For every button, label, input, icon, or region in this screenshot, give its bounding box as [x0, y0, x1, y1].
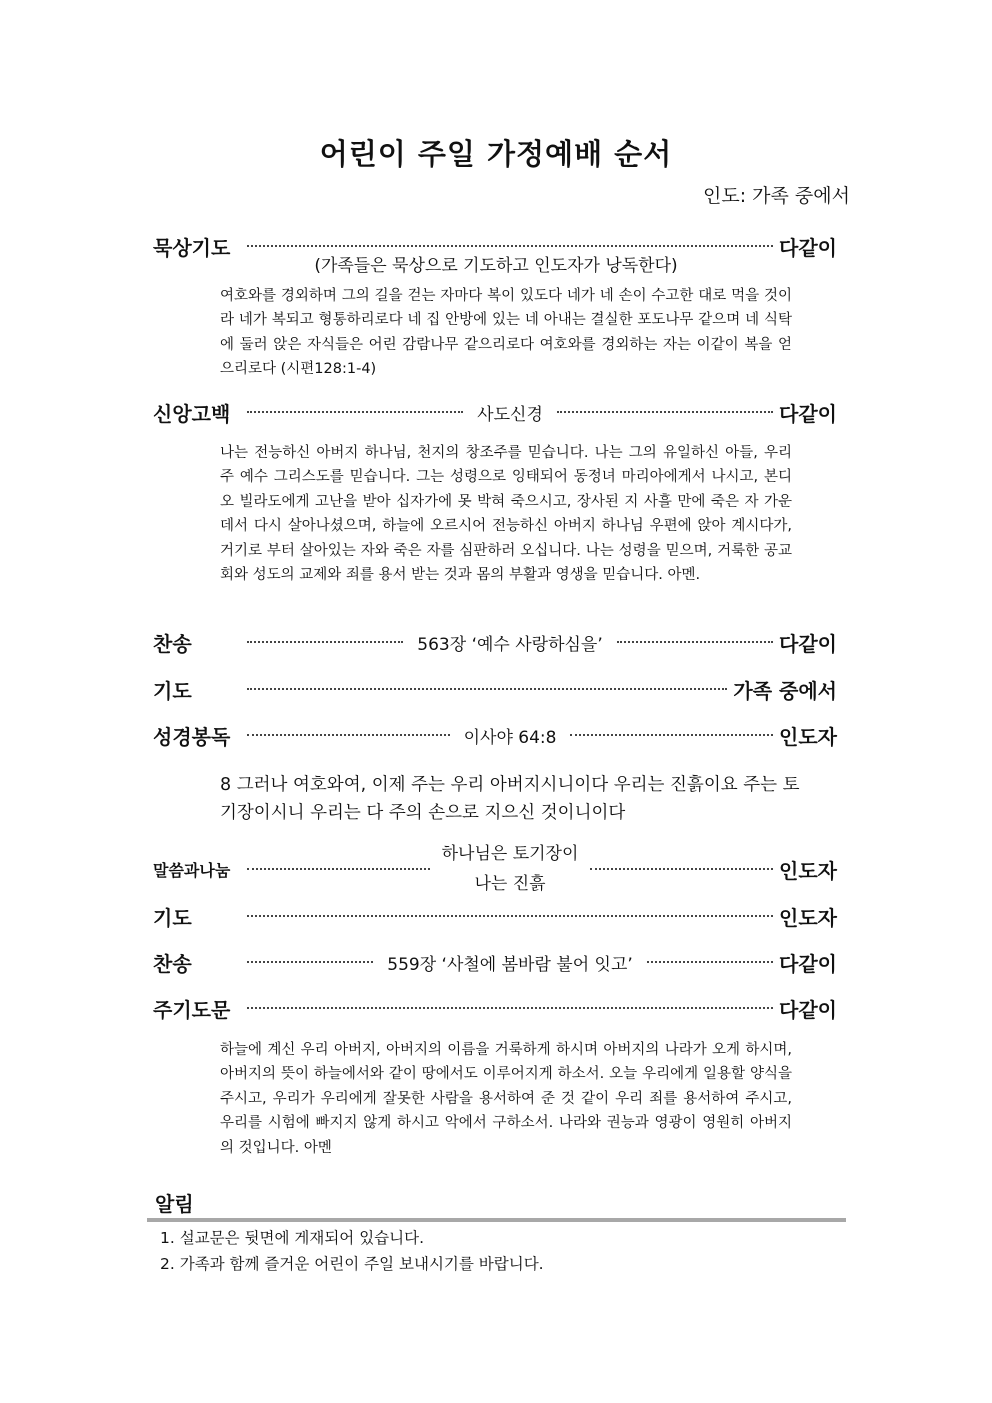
prayer2-row — [153, 899, 837, 933]
hymn2-who: 다같이 — [779, 951, 838, 976]
sermon-label: 말씀과나눔 — [153, 860, 231, 880]
reading-middle: 이사야 64:8 — [463, 727, 557, 748]
prayer1-row — [153, 672, 837, 706]
hymn1-middle: 563장 ‘예수 사랑하심을’ — [417, 634, 603, 655]
leader-dots — [590, 868, 773, 870]
reading-who: 인도자 — [779, 724, 838, 749]
leader-dots — [247, 868, 430, 870]
creed-who: 다같이 — [779, 401, 838, 426]
leader-dots — [617, 641, 773, 643]
lords-prayer-label: 주기도문 — [153, 997, 231, 1022]
leader-note: 인도: 가족 중에서 — [703, 185, 850, 207]
creed-row — [153, 395, 837, 429]
leader-dots — [247, 961, 373, 963]
creed-middle: 사도신경 — [477, 404, 543, 425]
meditation-text: 여호와를 경외하며 그의 길을 걷는 자마다 복이 있도다 네가 네 손이 수고한 대로 먹을 것이라 네가 복되고 형통하리로다 네 집 안방에 있는 네 아내는 결실한 포도나무 같으며 네 식탁에 둘러 앉은 자식들은 어린 감람나무 같으리로다 여호와를 경외하는 자는 이같이 복을 얻으리로다 (시편128:1-4) — [220, 288, 792, 378]
leader-dots — [247, 641, 403, 643]
leader-dots — [247, 915, 773, 917]
hymn1-who: 다같이 — [779, 631, 838, 656]
prayer2-label: 기도 — [153, 905, 192, 930]
notices-divider — [147, 1218, 846, 1222]
hymn2-middle: 559장 ‘사철에 봄바람 불어 잇고’ — [387, 954, 633, 975]
hymn2-row — [153, 945, 837, 979]
hymn2-label: 찬송 — [153, 951, 192, 976]
leader-dots — [247, 411, 463, 413]
lords-prayer-row — [153, 991, 837, 1025]
reading-row — [153, 718, 837, 752]
leader-dots — [247, 688, 727, 690]
reading-label: 성경봉독 — [153, 724, 231, 749]
meditation-note: (가족들은 묵상으로 기도하고 인도자가 낭독한다) — [314, 256, 678, 276]
sermon-title — [436, 839, 585, 899]
sermon-row — [153, 838, 837, 900]
prayer1-label: 기도 — [153, 678, 192, 703]
leader-dots — [647, 961, 773, 963]
reading-text: 8 그러나 여호와여, 이제 주는 우리 아버지시니이다 우리는 진흙이요 주는 토기장이시니 우리는 다 주의 손으로 지으신 것이니이다 — [220, 775, 800, 823]
hymn1-label: 찬송 — [153, 631, 192, 656]
sermon-who: 인도자 — [779, 858, 837, 883]
page-title: 어린이 주일 가정예배 순서 — [319, 137, 673, 171]
meditation-who: 다같이 — [779, 235, 837, 260]
prayer1-who: 가족 중에서 — [733, 678, 837, 703]
lords-prayer-who: 다같이 — [779, 997, 837, 1022]
notices-heading: 알림 — [155, 1192, 194, 1216]
hymn1-row — [153, 625, 837, 659]
leader-dots — [557, 411, 773, 413]
lords-prayer-text: 하늘에 계신 우리 아버지, 아버지의 이름을 거룩하게 하시며 아버지의 나라가 오게 하시며, 아버지의 뜻이 하늘에서와 같이 땅에서도 이루어지게 하소서. 오늘 우리에게 일용할 양식을 주시고, 우리가 우리에게 잘못한 사람을 용서하여 준 것 같이 우리 죄를 용서하여 주시고, 우리를 시험에 빠지지 않게 하시고 악에서 구하소서. 나라와 권능과 영광이 영원히 아버지의 것입니다. 아멘 — [220, 1042, 792, 1156]
meditation-label: 묵상기도 — [153, 235, 231, 260]
creed-text: 나는 전능하신 아버지 하나님, 천지의 창조주를 믿습니다. 나는 그의 유일하신 아들, 우리 주 예수 그리스도를 믿습니다. 그는 성령으로 잉태되어 동정녀 마리아에게서 나시고, 본디오 빌라도에게 고난을 받아 십자가에 못 박혀 죽으시고, 장사된 지 사흘 만에 죽은 자 가운데서 다시 살아나셨으며, 하늘에 오르시어 전능하신 아버지 하나님 우편에 앉아 계시다가, 거기로 부터 살아있는 자와 죽은 자를 심판하러 오십니다. 나는 성령을 믿으며, 거룩한 공교회와 성도의 교제와 죄를 용서 받는 것과 몸의 부활과 영생을 믿습니다. 아멘. — [220, 445, 792, 584]
prayer2-who: 인도자 — [779, 905, 837, 930]
creed-label: 신앙고백 — [153, 401, 231, 426]
leader-dots — [570, 734, 773, 736]
leader-dots — [247, 734, 450, 736]
notice-item: 1. 설교문은 뒷면에 게재되어 있습니다. — [160, 1229, 425, 1247]
leader-dots — [247, 245, 773, 247]
sermon-line1: 하나님은 토기장이 — [441, 844, 579, 864]
notice-item: 2. 가족과 함께 즐거운 어린이 주일 보내시기를 바랍니다. — [160, 1255, 544, 1273]
leader-dots — [247, 1007, 773, 1009]
sermon-line2: 나는 진흙 — [474, 874, 546, 894]
